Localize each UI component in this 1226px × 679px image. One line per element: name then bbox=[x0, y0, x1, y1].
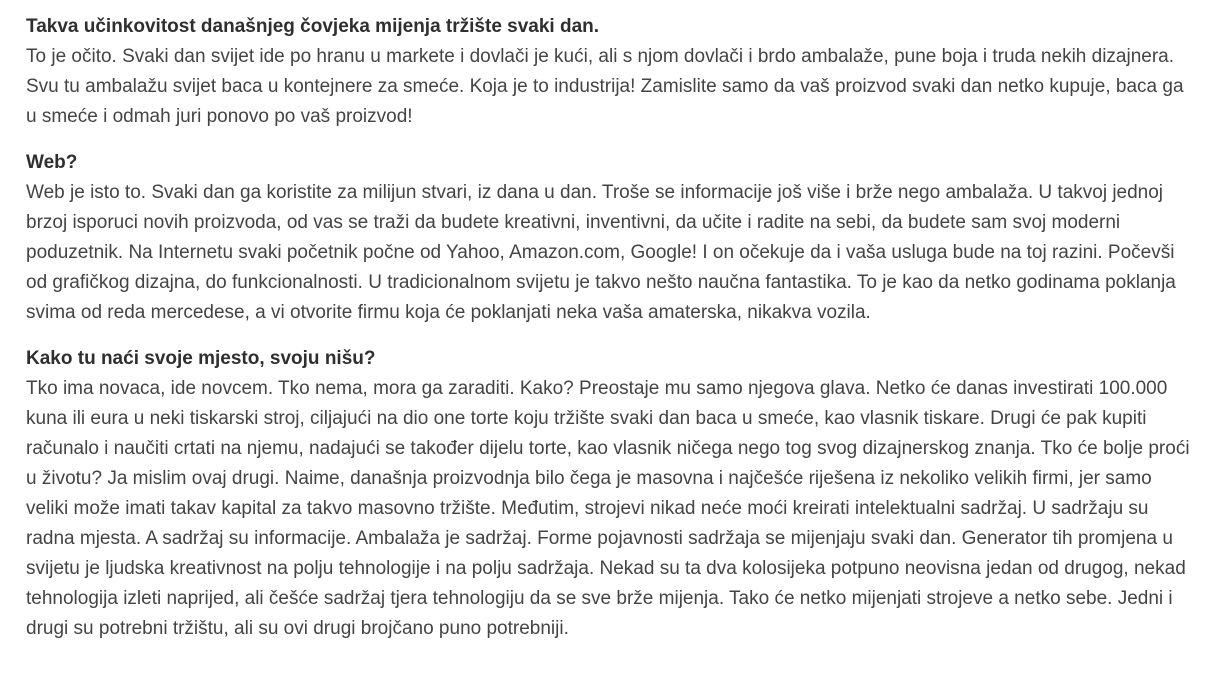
section-paragraph: Web je isto to. Svaki dan ga koristite za milijun stvari, iz dana u dan. Troše se informacije još više i brže nego ambalaža. U takvoj jednoj brzoj isporuci novih proizvoda, od vas se traži da budete kreativni, inventivni, da učite i radite na sebi, da budete sam svoj moderni poduzetnik. Na Internetu svaki početnik počne od Yahoo, Amazon.com, Google! I on očekuje da i vaša usluga bude na toj razini. Počevši od grafičkog dizajna, do funkcionalnosti. U tradicionalnom svijetu je takvo nešto naučna fantastika. To je kao da netko godinama poklanja svima od reda mercedese, a vi otvorite firmu koja će poklanjati neka vaša amaterska, nikakva vozila. bbox=[26, 182, 1176, 323]
article-content bbox=[26, 12, 1198, 660]
article-section-niche bbox=[26, 344, 1198, 644]
section-heading: Kako tu naći svoje mjesto, svoju nišu? bbox=[26, 348, 376, 369]
section-paragraph: To je očito. Svaki dan svijet ide po hranu u markete i dovlači je kući, ali s njom dovlači i brdo ambalaže, pune boja i truda nekih dizajnera. Svu tu ambalažu svijet baca u kontejnere za smeće. Koja je to industrija! Zamislite samo da vaš proizvod svaki dan netko kupuje, baca ga u smeće i odmah juri ponovo po vaš proizvod! bbox=[26, 46, 1184, 127]
section-heading: Takva učinkovitost današnjeg čovjeka mijenja tržište svaki dan. bbox=[26, 16, 600, 37]
article-section-web bbox=[26, 148, 1198, 328]
article-section-market bbox=[26, 12, 1198, 132]
section-heading: Web? bbox=[26, 152, 78, 173]
section-paragraph: Tko ima novaca, ide novcem. Tko nema, mora ga zaraditi. Kako? Preostaje mu samo njegova glava. Netko će danas investirati 100.000 kuna ili eura u neki tiskarski stroj, ciljajući na dio one torte koju tržište svaki dan baca u smeće, kao vlasnik tiskare. Drugi će pak kupiti računalo i naučiti crtati na njemu, nadajući se također dijelu torte, kao vlasnik ničega nego tog svog dizajnerskog znanja. Tko će bolje proći u životu? Ja mislim ovaj drugi. Naime, današnja proizvodnja bilo čega je masovna i najčešće riješena iz nekoliko velikih firmi, jer samo veliki može imati takav kapital za takvo masovno tržište. Međutim, strojevi nikad neće moći kreirati intelektualni sadržaj. U sadržaju su radna mjesta. A sadržaj su informacije. Ambalaža je sadržaj. Forme pojavnosti sadržaja se mijenjaju svaki dan. Generator tih promjena u svijetu je ljudska kreativnost na polju tehnologije i na polju sadržaja. Nekad su ta dva kolosijeka potpuno neovisna jedan od drugog, nekad tehnologija izleti naprijed, ali češće sadržaj tjera tehnologiju da se sve brže mijenja. Tako će netko mijenjati strojeve a netko sebe. Jedni i drugi su potrebni tržištu, ali su ovi drugi brojčano puno potrebniji. bbox=[26, 378, 1190, 639]
